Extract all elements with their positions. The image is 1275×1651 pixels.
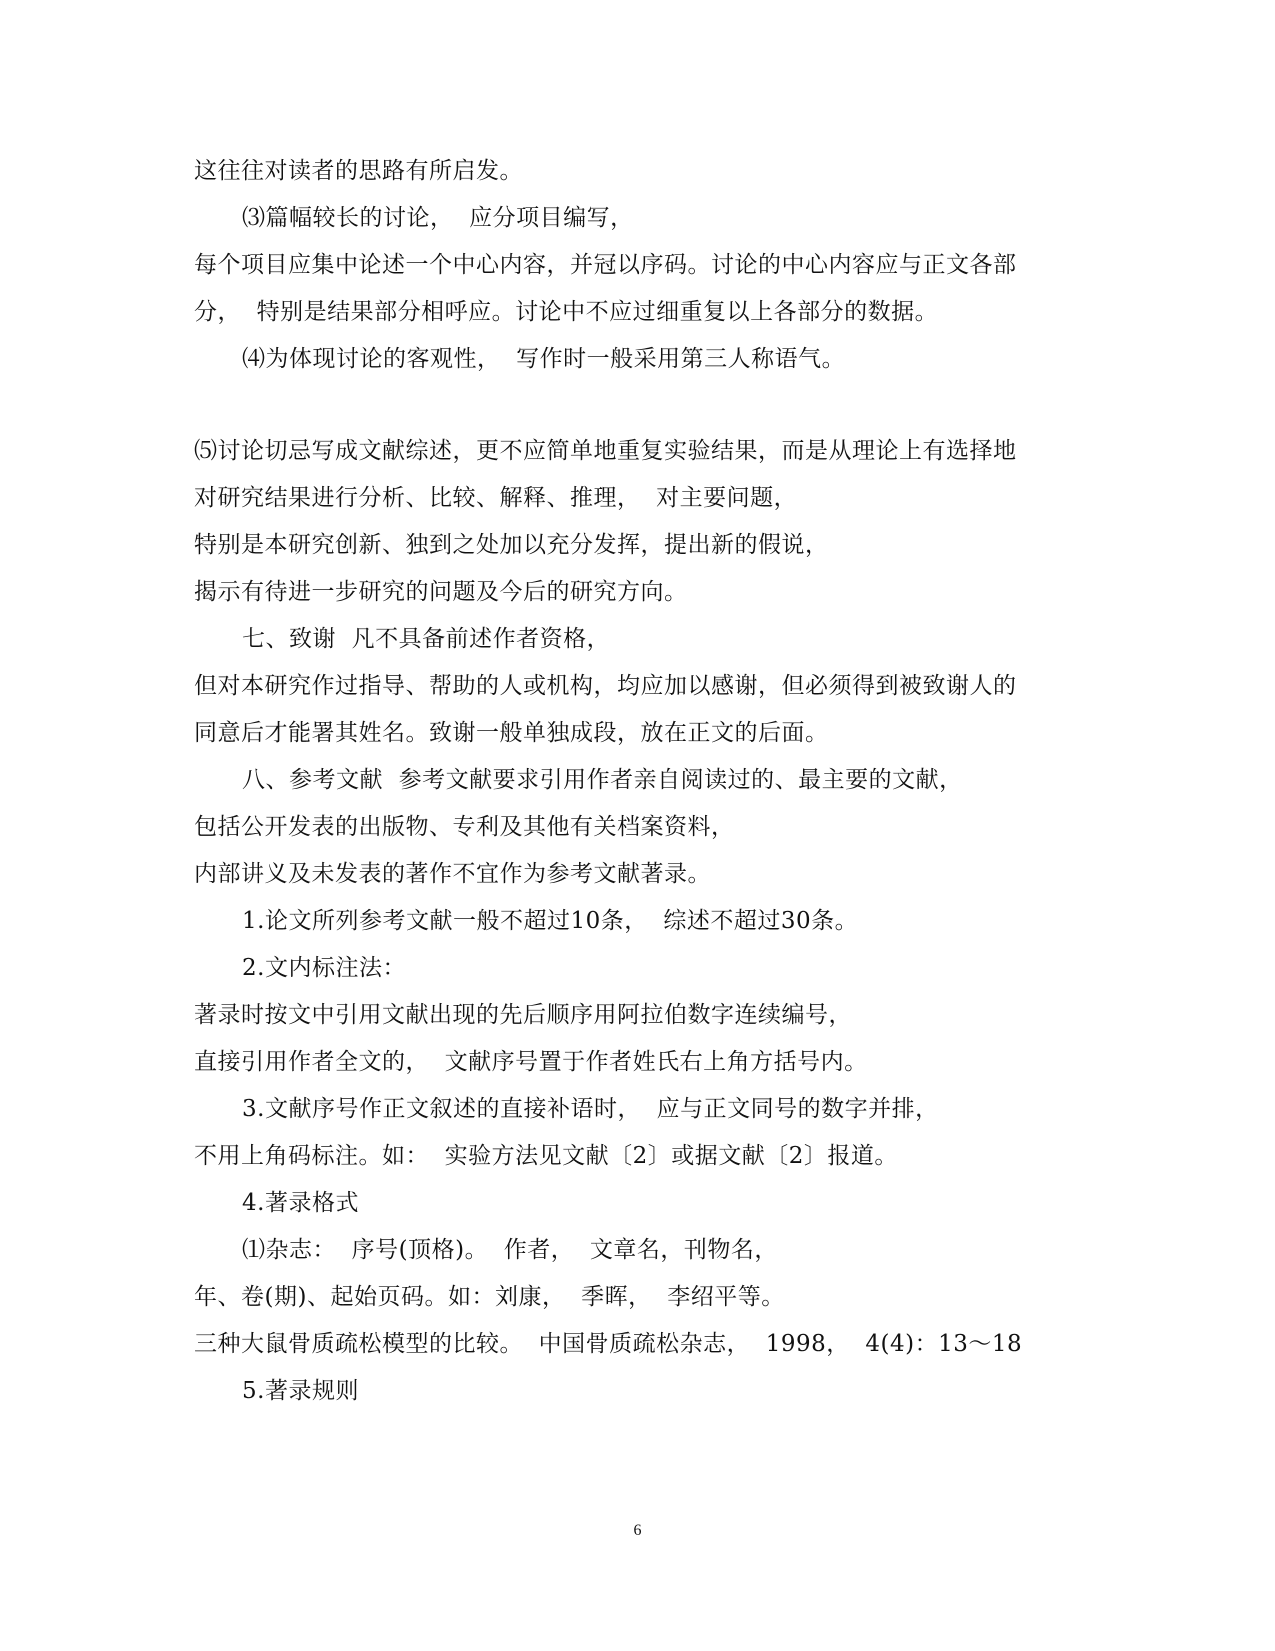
section-heading-references: 八、参考文献 参考文献要求引用作者亲自阅读过的、最主要的文献， (242, 767, 963, 793)
text-line: ⑴杂志： 序号(顶格)。 作者， 文章名，刊物名， (242, 1237, 778, 1263)
text-line: 同意后才能署其姓名。致谢一般单独成段，放在正文的后面。 (194, 720, 829, 746)
text-line: 3.文献序号作正文叙述的直接补语时， 应与正文同号的数字并排， (242, 1096, 939, 1122)
text-line: 三种大鼠骨质疏松模型的比较。 中国骨质疏松杂志， 1998， 4(4)：13～18 (194, 1331, 1023, 1357)
text-line: 分， 特别是结果部分相呼应。讨论中不应过细重复以上各部分的数据。 (194, 299, 939, 325)
text-line: 不用上角码标注。如： 实验方法见文献〔2〕或据文献〔2〕报道。 (194, 1143, 898, 1169)
text-line: ⑸讨论切忌写成文献综述，更不应简单地重复实验结果，而是从理论上有选择地 (194, 438, 1017, 464)
text-line: 直接引用作者全文的， 文献序号置于作者姓氏右上角方括号内。 (194, 1049, 868, 1075)
text-line: 特别是本研究创新、独到之处加以充分发挥，提出新的假说， (194, 532, 829, 558)
page-number: 6 (633, 1522, 642, 1539)
text-line: 但对本研究作过指导、帮助的人或机构，均应加以感谢，但必须得到被致谢人的 (194, 673, 1017, 699)
text-line: 揭示有待进一步研究的问题及今后的研究方向。 (194, 579, 688, 605)
text-line: 1.论文所列参考文献一般不超过10条， 综述不超过30条。 (242, 908, 859, 934)
text-line: 5.著录规则 (242, 1378, 359, 1404)
text-line: 4.著录格式 (242, 1190, 359, 1216)
text-line: 对研究结果进行分析、比较、解释、推理， 对主要问题， (194, 485, 798, 511)
text-line: 年、卷(期)、起始页码。如：刘康， 季晖， 李绍平等。 (194, 1284, 785, 1310)
text-line: 内部讲义及未发表的著作不宜作为参考文献著录。 (194, 861, 711, 887)
text-line: 这往往对读者的思路有所启发。 (194, 158, 523, 184)
text-line: ⑷为体现讨论的客观性， 写作时一般采用第三人称语气。 (242, 346, 846, 372)
text-line: 包括公开发表的出版物、专利及其他有关档案资料， (194, 814, 735, 840)
text-line: 每个项目应集中论述一个中心内容，并冠以序码。讨论的中心内容应与正文各部 (194, 252, 1017, 278)
text-line: 著录时按文中引用文献出现的先后顺序用阿拉伯数字连续编号， (194, 1002, 852, 1028)
text-line: 2.文内标注法： (242, 955, 406, 981)
section-heading-acknowledgements: 七、致谢 凡不具备前述作者资格， (242, 626, 611, 652)
text-line: ⑶篇幅较长的讨论， 应分项目编写， (242, 205, 634, 231)
